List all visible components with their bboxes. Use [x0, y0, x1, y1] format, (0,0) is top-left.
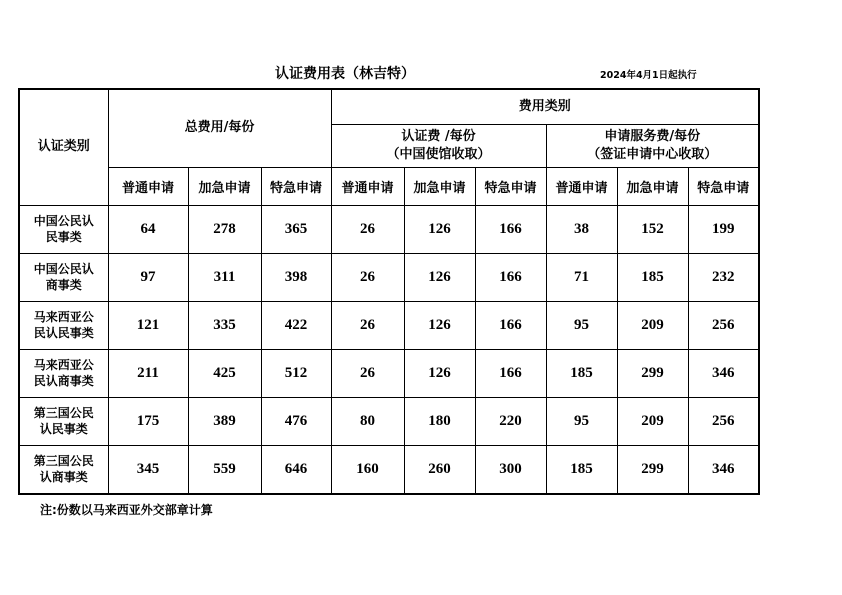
- table-cell: 232: [688, 253, 759, 301]
- table-cell: 346: [688, 349, 759, 397]
- sub-header-urgent: 加急申请: [617, 167, 688, 205]
- table-cell: 300: [475, 445, 546, 494]
- category-header: 认证类别: [19, 89, 108, 205]
- table-cell: 209: [617, 301, 688, 349]
- page-title: 认证费用表（林吉特）: [275, 66, 415, 82]
- table-cell: 260: [404, 445, 475, 494]
- total-fee-header: 总费用/每份: [108, 89, 331, 167]
- table-cell: 126: [404, 301, 475, 349]
- row-category: [19, 301, 108, 349]
- sub-header-normal: 普通申请: [331, 167, 404, 205]
- row-category-line1: 中国公民认: [33, 261, 94, 276]
- table-cell: 95: [546, 301, 617, 349]
- table-cell: 126: [404, 349, 475, 397]
- row-category-line2: 认商事类: [39, 470, 88, 485]
- fee-table: [18, 88, 760, 495]
- table-cell: 97: [108, 253, 188, 301]
- table-cell: 26: [331, 205, 404, 253]
- table-cell: 185: [546, 349, 617, 397]
- table-cell: 299: [617, 349, 688, 397]
- table-cell: 166: [475, 349, 546, 397]
- table-cell: 335: [188, 301, 261, 349]
- sub-header-urgent: 加急申请: [404, 167, 475, 205]
- fee-types-header: 费用类别: [331, 89, 759, 124]
- table-cell: 199: [688, 205, 759, 253]
- table-cell: 476: [261, 397, 331, 445]
- table-cell: 209: [617, 397, 688, 445]
- service-fee-header: [546, 124, 759, 167]
- table-cell: 152: [617, 205, 688, 253]
- sub-header-express: 特急申请: [261, 167, 331, 205]
- table-cell: 389: [188, 397, 261, 445]
- row-category-line1: 第三国公民: [33, 454, 94, 469]
- sub-header-normal: 普通申请: [108, 167, 188, 205]
- table-cell: 166: [475, 253, 546, 301]
- table-cell: 95: [546, 397, 617, 445]
- table-cell: 185: [617, 253, 688, 301]
- table-cell: 220: [475, 397, 546, 445]
- table-cell: 311: [188, 253, 261, 301]
- table-cell: 299: [617, 445, 688, 494]
- table-cell: 425: [188, 349, 261, 397]
- table-row: [19, 349, 759, 397]
- table-row: [19, 253, 759, 301]
- row-category: [19, 205, 108, 253]
- row-category: [19, 349, 108, 397]
- table-cell: 26: [331, 301, 404, 349]
- table-row: [19, 301, 759, 349]
- effective-date: 2024年4月1日起执行: [600, 70, 697, 81]
- table-cell: 512: [261, 349, 331, 397]
- row-category: [19, 253, 108, 301]
- table-row: [19, 205, 759, 253]
- table-cell: 80: [331, 397, 404, 445]
- row-category-line1: 中国公民认: [33, 213, 94, 228]
- sub-header-express: 特急申请: [688, 167, 759, 205]
- row-category-line2: 认民事类: [39, 422, 88, 436]
- table-cell: 175: [108, 397, 188, 445]
- table-cell: 346: [688, 445, 759, 494]
- sub-header-urgent: 加急申请: [188, 167, 261, 205]
- table-cell: 398: [261, 253, 331, 301]
- table-cell: 166: [475, 205, 546, 253]
- table-cell: 180: [404, 397, 475, 445]
- table-cell: 422: [261, 301, 331, 349]
- service-fee-header-line1: 申请服务费/每份: [604, 128, 701, 144]
- table-cell: 646: [261, 445, 331, 494]
- row-category-line2: 民事类: [45, 230, 82, 244]
- table-cell: 121: [108, 301, 188, 349]
- cert-fee-header-line1: 认证费 /每份: [401, 128, 476, 144]
- footnote: 注:份数以马来西亚外交部章计算: [40, 503, 213, 517]
- table-cell: 256: [688, 301, 759, 349]
- sub-header-express: 特急申请: [475, 167, 546, 205]
- table-cell: 71: [546, 253, 617, 301]
- row-category-line2: 民认商事类: [33, 374, 94, 388]
- table-cell: 256: [688, 397, 759, 445]
- table-cell: 365: [261, 205, 331, 253]
- table-cell: 211: [108, 349, 188, 397]
- row-category: [19, 445, 108, 494]
- table-cell: 166: [475, 301, 546, 349]
- service-fee-header-line2: （签证申请中心收取）: [587, 146, 718, 162]
- row-category-line2: 商事类: [45, 278, 82, 292]
- row-category-line1: 马来西亚公: [33, 357, 94, 372]
- table-cell: 345: [108, 445, 188, 494]
- table-cell: 160: [331, 445, 404, 494]
- table-cell: 559: [188, 445, 261, 494]
- table-cell: 38: [546, 205, 617, 253]
- table-row: [19, 397, 759, 445]
- table-cell: 26: [331, 349, 404, 397]
- row-category-line1: 马来西亚公: [33, 309, 94, 324]
- row-category-line2: 民认民事类: [33, 326, 94, 340]
- table-cell: 64: [108, 205, 188, 253]
- sub-header-normal: 普通申请: [546, 167, 617, 205]
- cert-fee-header-line2: （中国使馆收取）: [386, 146, 491, 162]
- cert-fee-header: [331, 124, 546, 167]
- table-cell: 126: [404, 253, 475, 301]
- row-category-line1: 第三国公民: [33, 405, 94, 420]
- table-row: [19, 445, 759, 494]
- row-category: [19, 397, 108, 445]
- table-cell: 278: [188, 205, 261, 253]
- table-cell: 26: [331, 253, 404, 301]
- table-cell: 126: [404, 205, 475, 253]
- table-cell: 185: [546, 445, 617, 494]
